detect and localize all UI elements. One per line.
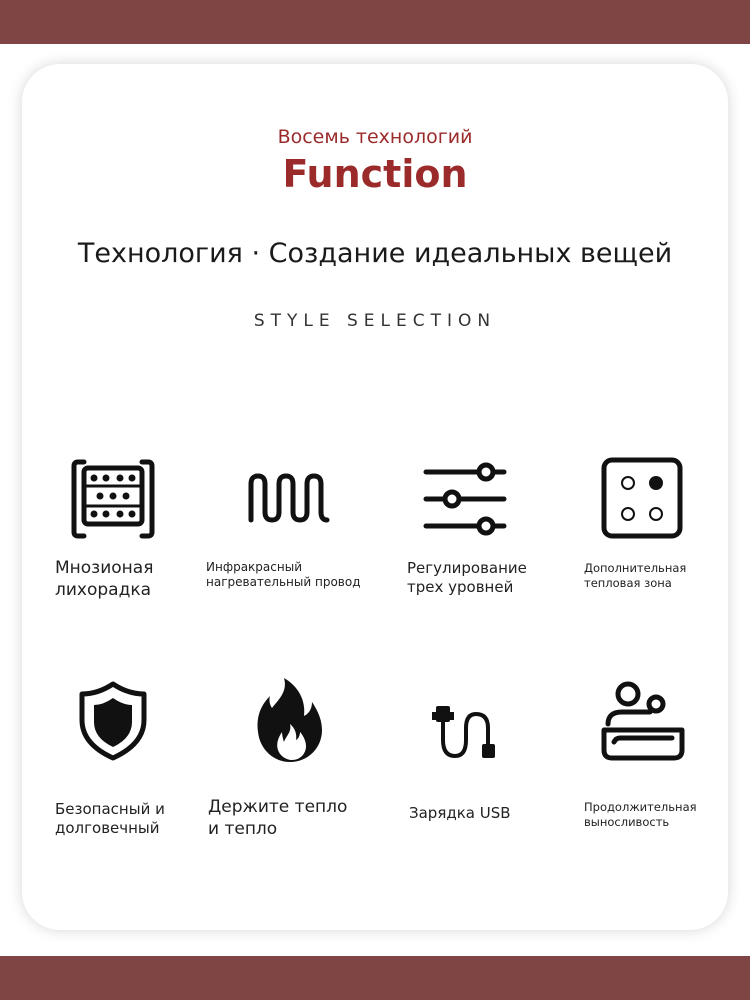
flame-icon <box>254 676 326 764</box>
feature-label-safety: Безопасный и долговечный <box>55 800 165 838</box>
top-band <box>0 0 750 44</box>
feature-label-endurance: Продолжительная выносливость <box>584 800 697 829</box>
header-subtitle: Восемь технологий <box>277 126 473 148</box>
style-selection-caption: STYLE SELECTION <box>253 311 497 331</box>
header-tagline: Технология · Создание идеальных вещей <box>77 238 673 269</box>
header-title: Function <box>282 152 468 196</box>
heat-zones-icon <box>600 456 684 540</box>
usb-cable-icon <box>428 700 504 762</box>
hot-tub-icon <box>600 680 686 764</box>
feature-label-usb: Зарядка USB <box>409 804 511 822</box>
feature-label-keep-warm: Держите тепло и тепло <box>208 797 348 839</box>
feature-label-regulation: Регулирование трех уровней <box>407 559 527 597</box>
feature-label-heating-wire: Инфракрасный нагревательный провод <box>206 560 361 590</box>
heating-wire-icon <box>246 470 332 526</box>
feature-label-massage: Мнозионая лихорадка <box>55 558 154 600</box>
shield-icon <box>78 680 148 762</box>
bottom-band <box>0 956 750 1000</box>
massage-pad-icon <box>70 456 156 542</box>
feature-label-heat-zone: Дополнительная тепловая зона <box>584 561 687 590</box>
sliders-icon <box>422 460 508 538</box>
